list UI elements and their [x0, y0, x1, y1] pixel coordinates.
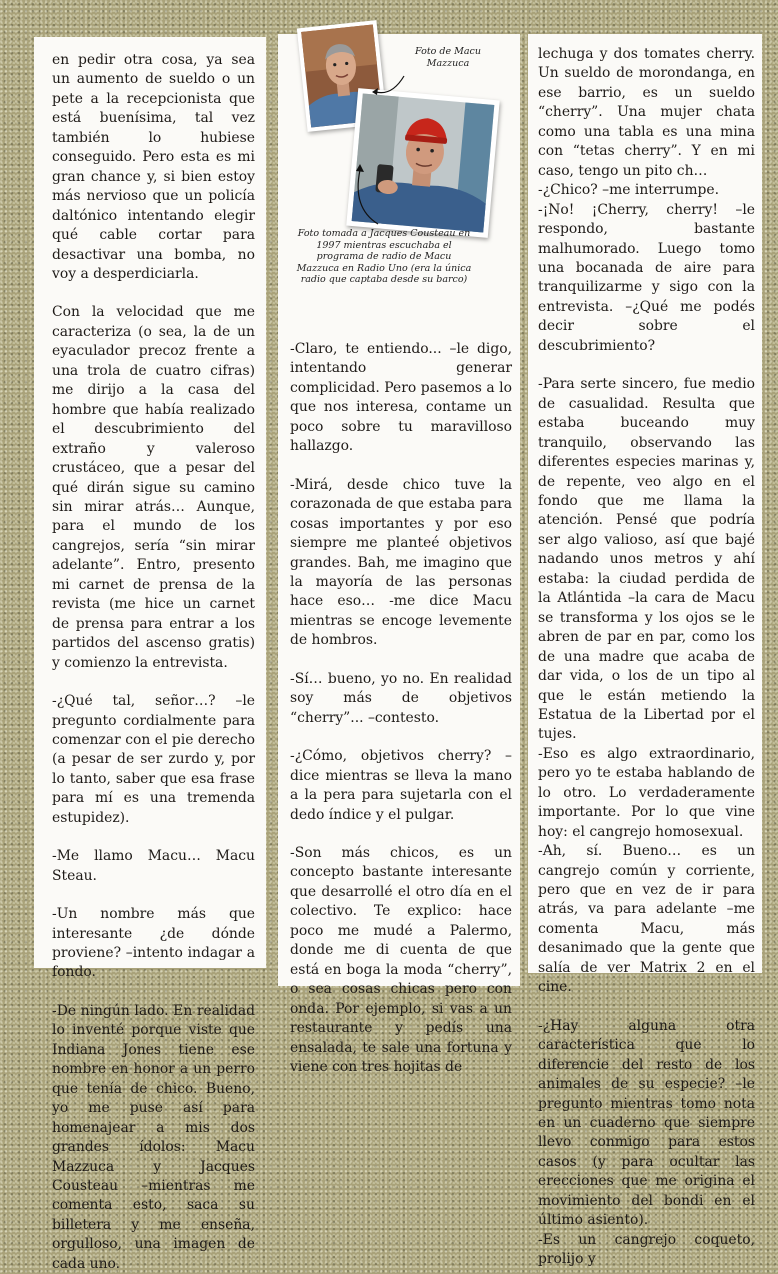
paragraph: -Es un cangrejo coqueto, prolijo y — [538, 1231, 755, 1268]
paragraph: -Para serte sincero, fue medio de casualidad. Resulta que estaba buceando muy tranquilo, observando las diferentes especies marinas y, de repente, veo algo en el fondo que me llama la atención. Pensé que podría ser algo valioso, así que bajé nadando unos metros y ahí estaba: la ciudad perdida de la Atlántida –la cara de Macu se transforma y los ojos se le abren de par en par, como los de una madre que acaba de dar vida, o los de un tipo al que le están metiendo la Estatua de la Libertad por el tujes. — [538, 376, 755, 743]
paragraph: -Claro, te entiendo... –le digo, intentando generar complicidad. Pero pasemos a lo que nos interesa, contame un poco sobre tu maravilloso hallazgo. — [290, 341, 512, 455]
paragraph: -¿Hay alguna otra característica que lo diferencie del resto de los animales de su especie? –le pregunto mientras tomo nota en un cuaderno que siempre llevo conmigo para estos casos (y para ocultar las erecciones que me origina el movimiento del bondi en el último asiento). — [538, 1017, 755, 1229]
paragraph: -Eso es algo extraordinario, pero yo te estaba hablando de lo otro. Lo verdaderamente importante. Por lo que vine hoy: el cangrejo homosexual. — [538, 745, 755, 840]
paragraph: -¿Chico? –me interrumpe. — [538, 182, 720, 199]
paragraph: en pedir otra cosa, ya sea un aumento de sueldo o un pete a la recepcionista que está buenísima, tal vez también lo hubiese conseguido. Pero esta es mi gran chance y, si bien estoy más nervioso que un policía daltónico intentando elegir qué cable cortar para desactivar una bomba, no voy a desperdiciarla. — [52, 52, 255, 282]
paragraph: lechuga y dos tomates cherry. Un sueldo de morondanga, en ese barrio, es un sueldo “cherry”. Una mujer chata como una tabla es una mina con “tetas cherry”. Y en mi caso, tengo un pito ch… — [538, 46, 755, 179]
paragraph: -Son más chicos, es un concepto bastante interesante que desarrollé el otro día en el colectivo. Te explico: hace poco me mudé a Palermo, donde me di cuenta de que está en boga la moda “cherry”, o sea cosas chicas pero con onda. Por ejemplo, si vas a un restaurante y pedís una ensalada, te sale una fortuna y viene con tres hojitas de — [290, 844, 512, 1075]
paragraph: -De ningún lado. En realidad lo inventé porque viste que Indiana Jones tiene ese nombre en honor a un perro que tenía de chico. Bueno, yo me puse así para homenajear a mis dos grandes ídolos: Macu Mazzuca y Jacques Cousteau –mientras me comenta esto, saca su billetera y me enseña, orgulloso, una imagen de cada uno. — [52, 1002, 255, 1272]
article-column-1 — [34, 37, 266, 1272]
paragraph: -Un nombre más que interesante ¿de dónde proviene? –intento indagar a fondo. — [52, 906, 255, 981]
article-column-3 — [528, 34, 762, 1268]
cousteau-photo — [346, 88, 499, 238]
cousteau-image — [346, 88, 499, 238]
paragraph: -Mirá, desde chico tuve la corazonada de que estaba para cosas importantes y por eso siempre me planteé objetivos grandes. Bah, me imagino que la mayoría de las personas hace eso… -me dice Macu mientras se encoge levemente de hombros. — [290, 476, 512, 649]
cousteau-photo-caption: Foto tomada a Jacques Cousteau en 1997 mientras escuchaba el programa de radio de Macu Mazzuca en Radio Uno (era la única radio que captaba desde su barco) — [296, 228, 472, 285]
paragraph: -Me llamo Macu… Macu Steau. — [52, 848, 255, 884]
paragraph: -¿Cómo, objetivos cherry? –dice mientras se lleva la mano a la pera para sujetarla con el dedo índice y el pulgar. — [290, 748, 512, 823]
paragraph: -¡No! ¡Cherry, cherry! –le respondo, bastante malhumorado. Luego tomo una bocanada de aire para tranquilizarme y sigo con la entrevista. –¿Qué me podés decir sobre el descubrimiento? — [538, 201, 755, 354]
paragraph: Con la velocidad que me caracteriza (o sea, la de un eyaculador precoz frente a una trola de cuatro cifras) me dirijo a la casa del hombre que había realizado el descubrimiento del extraño y valeroso crustáceo, que a pesar del qué dirán sigue su camino sin mirar atrás… Aunque, para el mundo de los cangrejos, sería “sin mirar adelante”. Entro, presento mi carnet de prensa de la revista (me hice un carnet de prensa para entrar a los partidos del ascenso gratis) y comienzo la entrevista. — [52, 304, 255, 671]
paragraph: -¿Qué tal, señor…? –le pregunto cordialmente para comenzar con el pie derecho (a pesar de ser zurdo y, por lo tanto, saber que esa frase para mí es una tremenda estupidez). — [52, 693, 255, 826]
macu-photo-caption: Foto de Macu Mazzuca — [415, 46, 481, 69]
paragraph: -Ah, sí. Bueno… es un cangrejo común y corriente, pero que en vez de ir para atrás, va para adelante –me comenta Macu, más desanimado que la gente que salía de ver Matrix 2 en el cine. — [538, 843, 755, 996]
paragraph: -Sí… bueno, yo no. En realidad soy más de objetivos “cherry”... –contesto. — [290, 670, 512, 726]
